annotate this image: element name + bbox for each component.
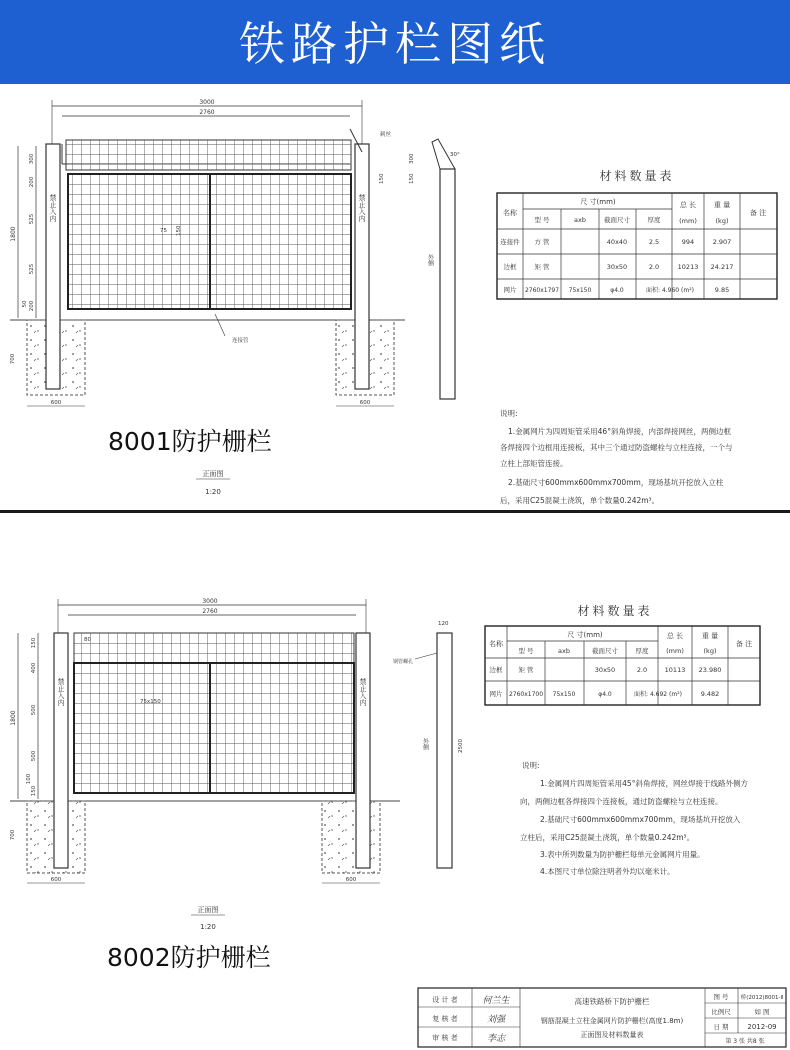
dim-low2: 200 <box>29 300 35 312</box>
t2r1-area: 面积: 4.692 (m²) <box>634 691 682 698</box>
tb-desc1: 钢筋混凝土立柱金属网片防护栅栏(高度1.8m) <box>540 1017 684 1025</box>
t1r1-section: 30x50 <box>606 263 628 271</box>
table2-head-size: 尺 寸(mm) <box>567 631 603 639</box>
dim2-80: 80 <box>84 637 91 643</box>
top-wire-label: 刺丝 <box>380 132 392 138</box>
dim-mesh-h: 75 <box>160 228 167 234</box>
dim2-footing-right: 600 <box>345 877 357 883</box>
note1-2: 各焊接四个边框用连接板，其中三个通过防盗螺栓与立柱连接，一个与 <box>500 443 733 452</box>
post-left <box>46 144 60 389</box>
t1r1-name: 边框 <box>503 263 517 271</box>
table2-head-axb: axb <box>558 647 570 655</box>
product-label-8001: 8001防护栅栏 <box>108 427 272 456</box>
tb-project: 高速铁路桥下防护栅栏 <box>574 997 650 1006</box>
t1r0-thick: 2.5 <box>648 238 660 246</box>
table2-head-weight-unit: (kg) <box>703 647 717 655</box>
post-left-2 <box>54 633 68 868</box>
dim2-150: 150 <box>31 785 37 797</box>
dim-total-width: 3000 <box>199 99 215 106</box>
dim-mesh-v: 150 <box>176 225 182 236</box>
note2-4: 立柱后，采用C25混凝土浇筑，单个数量0.242m³。 <box>520 833 695 842</box>
table1-head-len-unit: (mm) <box>679 217 697 225</box>
t1r1-weight: 24.217 <box>710 263 734 271</box>
t1r1-len: 10213 <box>677 263 699 271</box>
side-post-text: 外侧 <box>426 254 434 266</box>
dim2-side-2500: 2500 <box>458 739 464 753</box>
t2r0-section: 30x50 <box>594 666 616 674</box>
note2-5: 3.表中所列数量为防护栅栏每单元金属网片用量。 <box>540 850 705 859</box>
table2-title: 材料数量表 <box>577 604 653 618</box>
table1-head-weight: 重 量 <box>713 201 731 209</box>
notes-1 <box>500 408 733 506</box>
tb-scale-val: 如 图 <box>754 1008 770 1016</box>
dim2-mesh: 75x150 <box>140 699 161 705</box>
product-label-8002: 8002防护栅栏 <box>107 943 271 972</box>
dim-post-top: 300 <box>29 153 35 165</box>
side-post-2 <box>437 633 452 868</box>
dim2-500a: 500 <box>31 704 37 716</box>
connector-label: 连接管 <box>232 338 249 344</box>
tb-fig-label: 图 号 <box>713 993 729 1001</box>
tb-sign1: 何兰生 <box>482 996 510 1006</box>
dim2-footing-depth: 700 <box>10 829 16 841</box>
side-post <box>440 169 455 399</box>
note1-5: 后，采用C25混凝土浇筑，单个数量0.242m³。 <box>500 496 660 505</box>
table1-head-thick: 厚度 <box>647 216 661 224</box>
table2-head-name: 名称 <box>489 640 503 648</box>
tb-fig-no: 桥(2012)8001-Ⅱ <box>740 995 784 1001</box>
post-text-right: 禁止入内 <box>358 194 366 222</box>
dim-mid: 525 <box>29 213 35 225</box>
table1-head-name: 名称 <box>503 209 517 217</box>
table1-title: 材料数量表 <box>599 169 675 183</box>
notes-2 <box>520 760 748 876</box>
table2-head-len: 总 长 <box>666 632 684 640</box>
dim-footing-right: 600 <box>359 400 371 406</box>
dim-footing-depth: 700 <box>10 353 16 365</box>
t2r0-len: 10113 <box>664 666 686 674</box>
note1-3: 立柱上部矩管连接。 <box>500 459 568 468</box>
bolt-label: 钢管螺孔 <box>393 659 414 665</box>
scale-1: 1:20 <box>205 488 221 496</box>
scale-2: 1:20 <box>200 923 216 931</box>
t1r0-weight: 2.907 <box>712 238 732 246</box>
note1-1: 1.金属网片为四周矩管采用46°斜角焊接，内部焊接网丝，两侧边框 <box>508 427 731 436</box>
post-text-left-2: 禁止入内 <box>57 678 65 706</box>
banner <box>0 0 790 84</box>
t1r0-len: 994 <box>681 238 695 246</box>
t2r0-weight: 23.980 <box>698 666 722 674</box>
mesh-top <box>66 140 351 170</box>
material-table-1 <box>497 193 777 299</box>
dim2-inner-width: 2760 <box>202 608 218 615</box>
t2r1-name: 网片 <box>489 690 503 698</box>
table2-head-section: 截面尺寸 <box>592 647 618 655</box>
tb-sign3: 李志 <box>486 1034 506 1044</box>
table1-head-len: 总 长 <box>679 201 697 209</box>
table1-head-remark: 备 注 <box>749 209 767 217</box>
dim-mid2: 525 <box>29 263 35 275</box>
dim2-height-total: 1800 <box>10 710 17 726</box>
note2-2: 向，两侧边框各焊接四个连接板，通过防盗螺栓与立柱连接。 <box>520 797 723 806</box>
t1r2-axb: 75x150 <box>568 287 592 294</box>
post-text-left: 禁止入内 <box>49 194 57 222</box>
table2-head-thick: 厚度 <box>635 647 649 655</box>
t2r0-name: 边框 <box>489 666 503 674</box>
t1r0-section: 40x40 <box>606 238 628 246</box>
t2r0-type: 矩 管 <box>518 666 534 674</box>
dim2-top: 150 <box>31 637 37 649</box>
dim2-side-120: 120 <box>438 621 449 627</box>
post-right <box>355 144 369 389</box>
dim-low1: 50 <box>22 300 28 308</box>
tb-scale-label: 比例尺 <box>711 1008 731 1016</box>
table2-head-len-unit: (mm) <box>666 647 684 655</box>
table2-head-remark: 备 注 <box>735 640 753 648</box>
t1r0-type: 方 管 <box>534 238 550 246</box>
t1r1-thick: 2.0 <box>648 263 660 271</box>
dim2-100: 100 <box>26 773 32 785</box>
post-right-2 <box>356 633 370 868</box>
drawing-8002 <box>0 513 790 1050</box>
dim2-footing-left: 600 <box>50 877 62 883</box>
table1-head-axb: axb <box>574 216 586 224</box>
t2r0-thick: 2.0 <box>636 666 648 674</box>
note2-1: 1.金属网片四周矩管采用45°斜角焊接，网丝焊接于线路外侧方 <box>540 779 748 788</box>
t2r1-axb: 75x150 <box>552 691 576 698</box>
t2r1-weight: 9.482 <box>700 690 720 698</box>
note2-6: 4.本图尺寸单位除注明者外均以毫米计。 <box>540 867 675 876</box>
footing-right-2 <box>322 801 380 873</box>
angle-label: 30° <box>450 152 460 158</box>
tb-check: 复 核 者 <box>432 1015 458 1023</box>
tb-date-label: 日 期 <box>713 1023 729 1031</box>
tb-desc2: 正面图及材料数量表 <box>580 1031 644 1039</box>
dim-upper: 200 <box>29 176 35 188</box>
view-name-1: 正面图 <box>202 470 224 478</box>
t2r1-section: φ4.0 <box>598 691 612 698</box>
table2-head-type: 型 号 <box>518 647 534 655</box>
dim-side-300: 300 <box>409 153 415 164</box>
post-text-right-2: 禁止入内 <box>359 678 367 706</box>
note2-0: 说明: <box>522 761 540 770</box>
dim-side-150: 150 <box>379 173 385 184</box>
mesh-panel-2 <box>74 663 354 793</box>
t1r2-type: 2760x1797 <box>524 287 560 294</box>
t1r2-area: 面积: 4.960 (m²) <box>646 287 694 294</box>
tb-design: 设 计 者 <box>432 996 458 1004</box>
tb-date-val: 2012-09 <box>747 1023 777 1031</box>
dim-inner-width: 2760 <box>199 109 215 116</box>
note1-0: 说明: <box>500 409 518 418</box>
t1r2-weight: 9.85 <box>714 286 730 294</box>
dim2-500b: 500 <box>31 750 37 762</box>
t1r1-type: 矩 管 <box>534 263 550 271</box>
table1-head-size: 尺 寸(mm) <box>580 198 616 206</box>
dim2-total-width: 3000 <box>202 598 218 605</box>
t1r2-section: φ4.0 <box>610 287 624 294</box>
tb-sheet: 第 3 张 共8 张 <box>725 1038 765 1045</box>
table1-head-type: 型 号 <box>534 216 550 224</box>
mesh-top-2 <box>74 633 354 663</box>
side-post-text-2: 外侧 <box>421 738 429 750</box>
table2-head-weight: 重 量 <box>701 632 719 640</box>
tb-sign2: 刘强 <box>486 1015 506 1025</box>
dim2-400: 400 <box>31 662 37 674</box>
t2r1-type: 2760x1700 <box>508 691 544 698</box>
note1-4: 2.基础尺寸600mmx600mmx700mm，现场基坑开挖放入立柱 <box>508 478 724 487</box>
tb-review: 审 核 者 <box>432 1034 458 1042</box>
note2-3: 2.基础尺寸600mmx600mmx700mm，现场基坑开挖放入 <box>540 815 741 824</box>
t1r0-name: 连接件 <box>500 238 520 246</box>
view-name-2: 正面图 <box>197 906 219 914</box>
dim-height-total: 1800 <box>10 226 17 242</box>
table1-head-section: 截面尺寸 <box>604 216 630 224</box>
table1-head-weight-unit: (kg) <box>715 217 729 225</box>
drawing-8001 <box>0 84 790 510</box>
t1r2-name: 网片 <box>503 286 517 294</box>
dim-side-150b: 150 <box>409 173 415 184</box>
dim-footing-left: 600 <box>50 400 62 406</box>
banner-title: 铁路护栏图纸 <box>239 17 551 71</box>
